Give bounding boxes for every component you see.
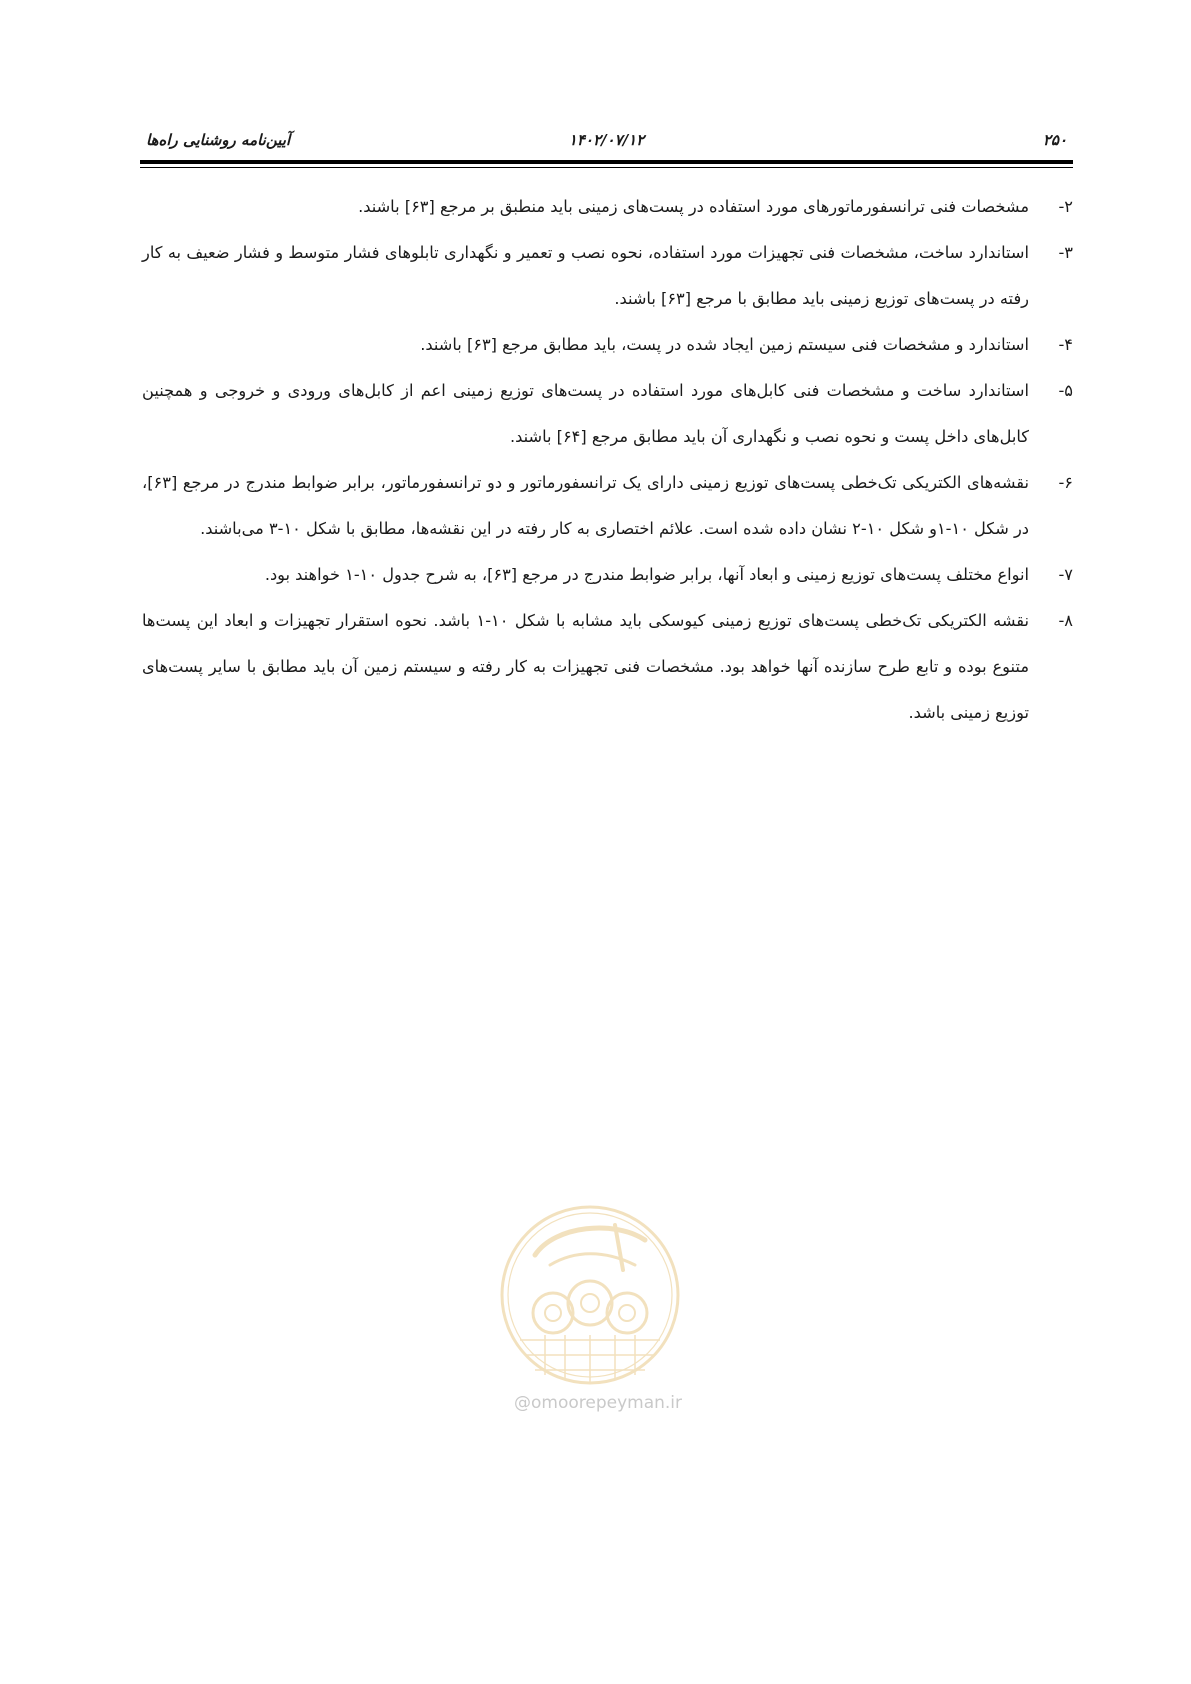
list-item <box>142 460 1073 552</box>
list-item <box>142 552 1073 598</box>
people-icon <box>581 1294 599 1312</box>
item-number: ۵- <box>1058 381 1073 400</box>
header-rule-thick <box>140 160 1073 164</box>
item-number: ۶- <box>1058 473 1073 492</box>
item-number: ۳- <box>1058 243 1073 262</box>
watermark-logo <box>495 1195 685 1400</box>
item-number: ۴- <box>1058 335 1073 354</box>
logo-calligraphy-stroke <box>535 1228 645 1255</box>
list-item <box>142 184 1073 230</box>
logo-grid <box>520 1335 660 1383</box>
header-date: ۱۴۰۲/۰۷/۱۲ <box>568 131 645 149</box>
list-item <box>142 368 1073 460</box>
item-text: نقشه الکتریکی تک‌خطی پست‌های توزیع زمینی کیوسکی باید مشابه با شکل ۱۰-۱ باشد. نحوه استقرار تجهیزات و ابعاد این پست‌ها متنوع بوده و تابع طرح سازنده آنها خواهد بود. مشخصات فنی تجهیزات به کار رفته و سیستم زمین آن باید مطابق با سایر پست‌های توزیع زمینی باشد. <box>142 611 1029 722</box>
body-content <box>142 184 1073 736</box>
book-title: آیین‌نامه روشنایی راه‌ها <box>146 131 291 149</box>
scales-icon <box>545 1305 561 1321</box>
handshake-icon <box>619 1305 635 1321</box>
list-item <box>142 322 1073 368</box>
list-item <box>142 598 1073 736</box>
item-number: ۸- <box>1058 611 1073 630</box>
item-text: انواع مختلف پست‌های توزیع زمینی و ابعاد آنها، برابر ضوابط مندرج در مرجع [۶۳]، به شرح جدول ۱۰-۱ خواهند بود. <box>264 565 1029 584</box>
page-header <box>140 128 1073 152</box>
item-text: استاندارد ساخت و مشخصات فنی کابل‌های مورد استفاده در پست‌های توزیع زمینی اعم از کابل‌های ورودی و خروجی و همچنین کابل‌های داخل پست و نحوه نصب و نگهداری آن باید مطابق مرجع [۶۴] باشند. <box>142 381 1029 446</box>
item-text: نقشه‌های الکتریکی تک‌خطی پست‌های توزیع زمینی دارای یک ترانسفورماتور و دو ترانسفورماتور، برابر ضوابط مندرج در مرجع [۶۳]، در شکل ۱۰-۱و شکل ۱۰-۲ نشان داده شده است. علائم اختصاری به کار رفته در این نقشه‌ها، مطابق با شکل ۱۰-۳ می‌باشند. <box>142 473 1029 538</box>
item-text: استاندارد ساخت، مشخصات فنی تجهیزات مورد استفاده، نحوه نصب و تعمیر و نگهداری تابلوهای فشار متوسط و فشار ضعیف به کار رفته در پست‌های توزیع زمینی باید مطابق با مرجع [۶۳] باشند. <box>142 243 1029 308</box>
page-number: ۲۵۰ <box>1042 131 1067 149</box>
item-number: ۷- <box>1058 565 1073 584</box>
item-number: ۲- <box>1058 197 1073 216</box>
list-item <box>142 230 1073 322</box>
header-rule-thin <box>140 167 1073 168</box>
item-text: استاندارد و مشخصات فنی سیستم زمین ایجاد شده در پست، باید مطابق مرجع [۶۳] باشند. <box>420 335 1029 354</box>
gear-icon <box>568 1281 612 1325</box>
item-text: مشخصات فنی ترانسفورماتورهای مورد استفاده در پست‌های زمینی باید منطبق بر مرجع [۶۳] باشند. <box>358 197 1029 216</box>
gear-icon <box>607 1293 647 1333</box>
watermark-url: @omoorepeyman.ir <box>513 1393 683 1413</box>
